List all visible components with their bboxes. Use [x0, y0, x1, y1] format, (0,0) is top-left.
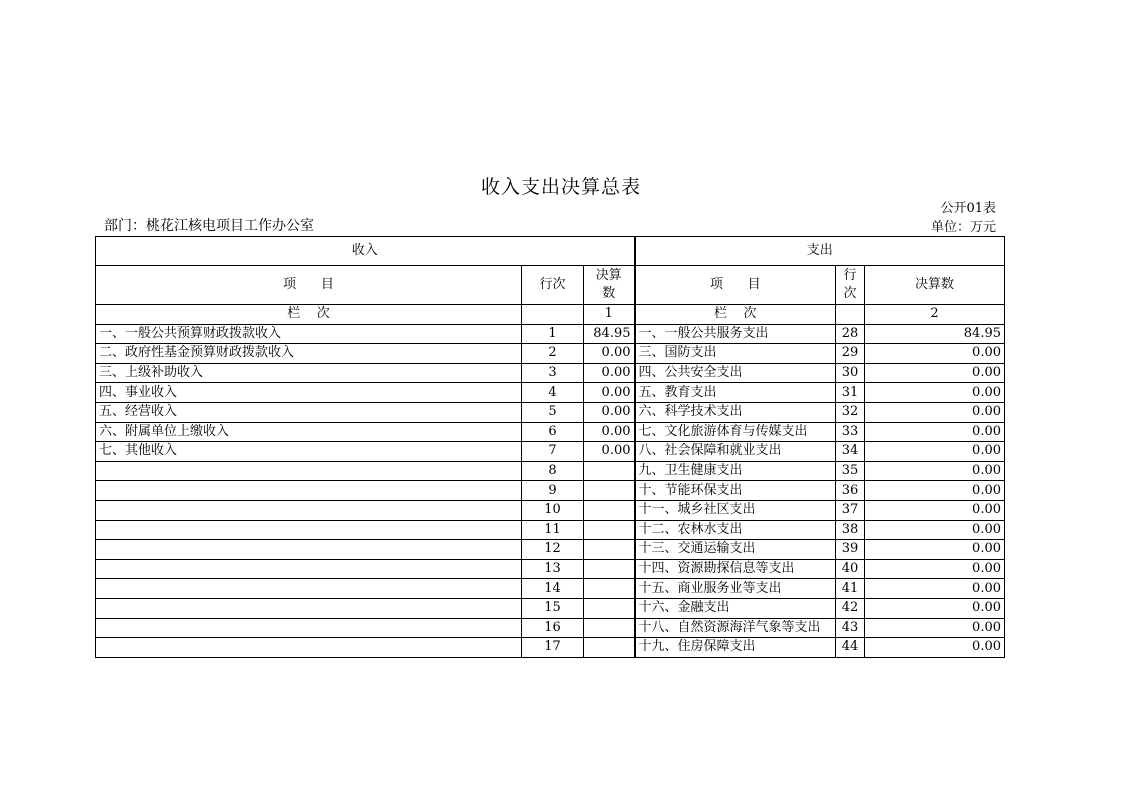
income-row-no-cell: 10 — [522, 500, 584, 520]
expense-item-cell: 七、文化旅游体育与传媒支出 — [635, 422, 836, 442]
expense-amount-cell: 0.00 — [865, 559, 1005, 579]
expense-amount-cell: 0.00 — [865, 540, 1005, 560]
expense-section-header: 支出 — [635, 237, 1005, 266]
expense-amount-cell: 0.00 — [865, 344, 1005, 364]
income-amount-cell: 0.00 — [584, 344, 635, 364]
income-item-cell: 三、上级补助收入 — [96, 363, 522, 383]
expense-item-cell: 九、卫生健康支出 — [635, 461, 836, 481]
income-row-no-cell: 2 — [522, 344, 584, 364]
column-index-row — [96, 305, 1005, 325]
table-row — [96, 638, 1005, 658]
expense-item-header: 项 目 — [635, 266, 836, 305]
income-item-header: 项 目 — [96, 266, 522, 305]
income-amount-cell: 0.00 — [584, 383, 635, 403]
expense-row-no-cell: 32 — [836, 402, 865, 422]
income-item-cell — [96, 540, 522, 560]
expense-item-cell: 十一、城乡社区支出 — [635, 500, 836, 520]
page-title: 收入支出决算总表 — [480, 176, 641, 198]
expense-row-no-cell: 41 — [836, 579, 865, 599]
expense-item-cell: 十八、自然资源海洋气象等支出 — [635, 618, 836, 638]
table-row — [96, 422, 1005, 442]
income-item-cell: 五、经营收入 — [96, 402, 522, 422]
expense-item-cell: 十六、金融支出 — [635, 598, 836, 618]
income-col-row-no-blank — [522, 305, 584, 325]
income-amount-cell: 0.00 — [584, 363, 635, 383]
expense-row-no-cell: 44 — [836, 638, 865, 658]
income-amount-cell — [584, 540, 635, 560]
expense-amount-cell: 0.00 — [865, 481, 1005, 501]
income-amount-cell — [584, 579, 635, 599]
expense-item-cell: 五、教育支出 — [635, 383, 836, 403]
expense-amount-cell: 0.00 — [865, 520, 1005, 540]
income-amount-cell — [584, 520, 635, 540]
income-row-no-cell: 4 — [522, 383, 584, 403]
department-label: 部门：桃花江核电项目工作办公室 — [104, 218, 314, 234]
income-amount-cell — [584, 618, 635, 638]
table-row — [96, 461, 1005, 481]
table-body — [96, 237, 1005, 658]
table-row — [96, 598, 1005, 618]
expense-row-no-cell: 43 — [836, 618, 865, 638]
table-row — [96, 500, 1005, 520]
income-item-cell — [96, 461, 522, 481]
expense-row-no-cell: 33 — [836, 422, 865, 442]
expense-row-no-cell: 37 — [836, 500, 865, 520]
table-row — [96, 383, 1005, 403]
expense-amount-header: 决算数 — [865, 266, 1005, 305]
expense-item-cell: 十五、商业服务业等支出 — [635, 579, 836, 599]
expense-item-cell: 十、节能环保支出 — [635, 481, 836, 501]
table-row — [96, 363, 1005, 383]
income-item-cell — [96, 559, 522, 579]
income-item-cell: 七、其他收入 — [96, 442, 522, 462]
expense-amount-cell: 84.95 — [865, 324, 1005, 344]
income-item-cell — [96, 598, 522, 618]
income-amount-header: 决算数 — [584, 266, 635, 305]
expense-row-no-cell: 35 — [836, 461, 865, 481]
expense-col-label: 栏 次 — [635, 305, 836, 325]
income-item-cell — [96, 638, 522, 658]
expense-item-cell: 十九、住房保障支出 — [635, 638, 836, 658]
expense-item-cell: 一、一般公共服务支出 — [635, 324, 836, 344]
header-row-sections — [96, 237, 1005, 266]
income-row-no-header: 行次 — [522, 266, 584, 305]
expense-row-no-cell: 38 — [836, 520, 865, 540]
income-item-cell: 二、政府性基金预算财政拨款收入 — [96, 344, 522, 364]
expense-amount-cell: 0.00 — [865, 500, 1005, 520]
income-row-no-cell: 7 — [522, 442, 584, 462]
expense-row-no-cell: 30 — [836, 363, 865, 383]
table-row — [96, 481, 1005, 501]
income-row-no-cell: 13 — [522, 559, 584, 579]
table-row — [96, 579, 1005, 599]
expense-row-no-cell: 34 — [836, 442, 865, 462]
income-amount-cell — [584, 598, 635, 618]
income-row-no-cell: 5 — [522, 402, 584, 422]
expense-row-no-header: 行次 — [836, 266, 865, 305]
expense-amount-cell: 0.00 — [865, 638, 1005, 658]
table-row — [96, 540, 1005, 560]
table-row — [96, 324, 1005, 344]
expense-amount-cell: 0.00 — [865, 579, 1005, 599]
income-amount-cell — [584, 461, 635, 481]
income-item-cell — [96, 500, 522, 520]
table-row — [96, 402, 1005, 422]
expense-item-cell: 十四、资源勘探信息等支出 — [635, 559, 836, 579]
table-row — [96, 344, 1005, 364]
expense-item-cell: 十二、农林水支出 — [635, 520, 836, 540]
expense-col-index: 2 — [865, 305, 1005, 325]
income-amount-cell: 0.00 — [584, 442, 635, 462]
unit-label: 单位：万元 — [930, 220, 996, 235]
expense-row-no-cell: 39 — [836, 540, 865, 560]
income-item-cell: 六、附属单位上缴收入 — [96, 422, 522, 442]
expense-item-cell: 四、公共安全支出 — [635, 363, 836, 383]
expense-item-cell: 三、国防支出 — [635, 344, 836, 364]
table-row — [96, 559, 1005, 579]
expense-amount-cell: 0.00 — [865, 598, 1005, 618]
income-row-no-cell: 15 — [522, 598, 584, 618]
income-item-cell — [96, 618, 522, 638]
expense-col-row-no-blank — [836, 305, 865, 325]
expense-row-no-cell: 29 — [836, 344, 865, 364]
income-amount-cell — [584, 500, 635, 520]
income-row-no-cell: 6 — [522, 422, 584, 442]
expense-item-cell: 八、社会保障和就业支出 — [635, 442, 836, 462]
expense-item-cell: 六、科学技术支出 — [635, 402, 836, 422]
form-number: 公开01表 — [940, 201, 996, 216]
income-col-index: 1 — [584, 305, 635, 325]
income-item-cell: 一、一般公共预算财政拨款收入 — [96, 324, 522, 344]
income-item-cell — [96, 481, 522, 501]
income-section-header: 收入 — [96, 237, 635, 266]
table-row — [96, 442, 1005, 462]
income-amount-cell: 0.00 — [584, 422, 635, 442]
expense-amount-cell: 0.00 — [865, 363, 1005, 383]
income-amount-cell: 84.95 — [584, 324, 635, 344]
expense-item-cell: 十三、交通运输支出 — [635, 540, 836, 560]
income-amount-cell: 0.00 — [584, 402, 635, 422]
expense-row-no-cell: 36 — [836, 481, 865, 501]
expense-amount-cell: 0.00 — [865, 618, 1005, 638]
income-amount-cell — [584, 638, 635, 658]
expense-row-no-cell: 42 — [836, 598, 865, 618]
income-row-no-cell: 8 — [522, 461, 584, 481]
income-row-no-cell: 16 — [522, 618, 584, 638]
income-row-no-cell: 1 — [522, 324, 584, 344]
expense-amount-cell: 0.00 — [865, 383, 1005, 403]
income-amount-cell — [584, 481, 635, 501]
table-row — [96, 520, 1005, 540]
table-row — [96, 618, 1005, 638]
income-item-cell: 四、事业收入 — [96, 383, 522, 403]
income-row-no-cell: 9 — [522, 481, 584, 501]
income-amount-cell — [584, 559, 635, 579]
expense-amount-cell: 0.00 — [865, 461, 1005, 481]
income-expense-table — [95, 236, 1005, 658]
income-row-no-cell: 17 — [522, 638, 584, 658]
expense-row-no-cell: 31 — [836, 383, 865, 403]
income-col-label: 栏 次 — [96, 305, 522, 325]
expense-amount-cell: 0.00 — [865, 422, 1005, 442]
expense-row-no-cell: 40 — [836, 559, 865, 579]
expense-amount-cell: 0.00 — [865, 442, 1005, 462]
header-row-columns — [96, 266, 1005, 305]
income-row-no-cell: 12 — [522, 540, 584, 560]
expense-row-no-cell: 28 — [836, 324, 865, 344]
income-row-no-cell: 14 — [522, 579, 584, 599]
income-item-cell — [96, 520, 522, 540]
expense-amount-cell: 0.00 — [865, 402, 1005, 422]
income-row-no-cell: 3 — [522, 363, 584, 383]
income-row-no-cell: 11 — [522, 520, 584, 540]
income-item-cell — [96, 579, 522, 599]
